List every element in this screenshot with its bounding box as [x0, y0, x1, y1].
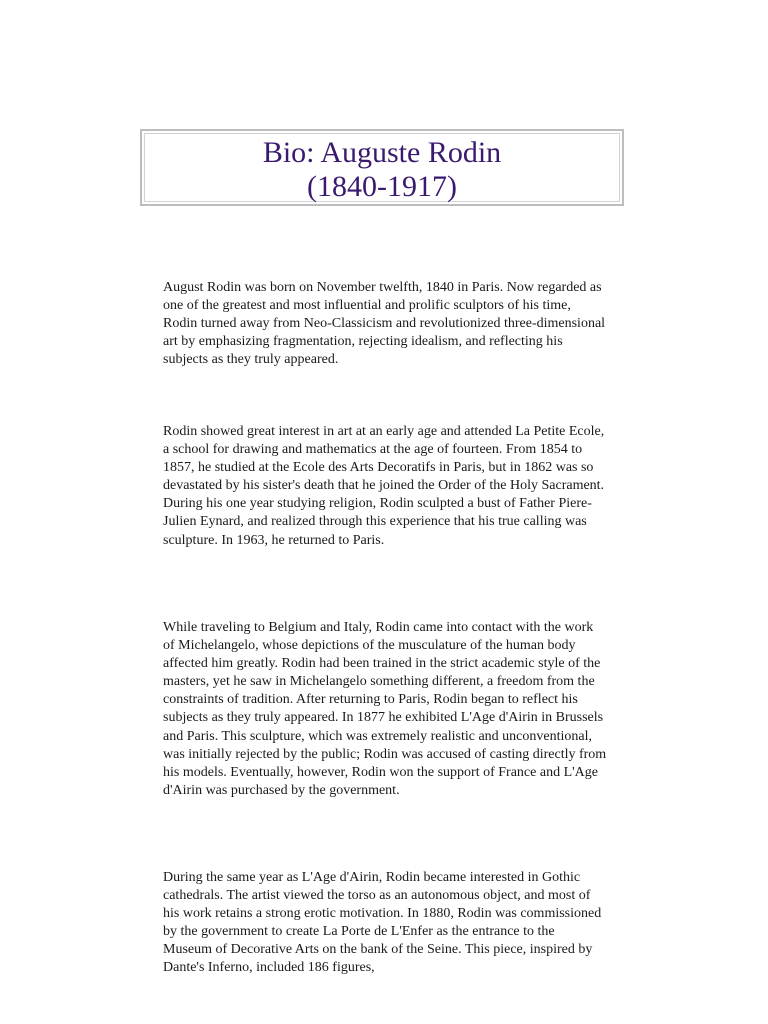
- paragraph-early-life: Rodin showed great interest in art at an early age and attended La Petite Ecole, a school for drawing and mathematics at the age of fourteen. From 1854 to 1857, he studied at the Ecole des Arts Decoratifs in Paris, but in 1862 was so devastated by his sister's death that he joined the Order of the Holy Sacrament. During his one year studying religion, Rodin sculpted a bust of Father Piere-Julien Eynard, and realized through this experience that his true calling was sculpture. In 1963, he returned to Paris.: [163, 424, 605, 548]
- page-subtitle-dates: (1840-1917): [307, 170, 457, 203]
- paragraph-travels: While traveling to Belgium and Italy, Rodin came into contact with the work of Michelangelo, whose depictions of the musculature of the human body affected him greatly. Rodin had been trained in the strict academic style of the masters, yet he saw in Michelangelo something different, a freedom from the constraints of tradition. After returning to Paris, Rodin began to reflect his subjects as they truly appeared. In 1877 he exhibited L'Age d'Airin in Brussels and Paris. This sculpture, which was extremely realistic and unconventional, was initially rejected by the public; Rodin was accused of casting directly from his models. Eventually, however, Rodin won the support of France and L'Age d'Airin was purchased by the government.: [163, 620, 607, 798]
- paragraph-birth: August Rodin was born on November twelfth, 1840 in Paris. Now regarded as one of the greatest and most influential and prolific sculptors of his time, Rodin turned away from Neo-Classicism and revolutionized three-dimensional art by emphasizing fragmentation, rejecting idealism, and reflecting his subjects as they truly appeared.: [163, 280, 606, 368]
- page-title: Bio: Auguste Rodin: [262, 136, 502, 169]
- paragraph-gothic: During the same year as L'Age d'Airin, Rodin became interested in Gothic cathedrals. The artist viewed the torso as an autonomous object, and most of his work retains a strong erotic motivation. In 1880, Rodin was commissioned by the government to create La Porte de L'Enfer as the entrance to the Museum of Decorative Arts on the bank of the Seine. This piece, inspired by Dante's Inferno, included 186 figures,: [163, 870, 602, 976]
- title-box: [140, 129, 624, 206]
